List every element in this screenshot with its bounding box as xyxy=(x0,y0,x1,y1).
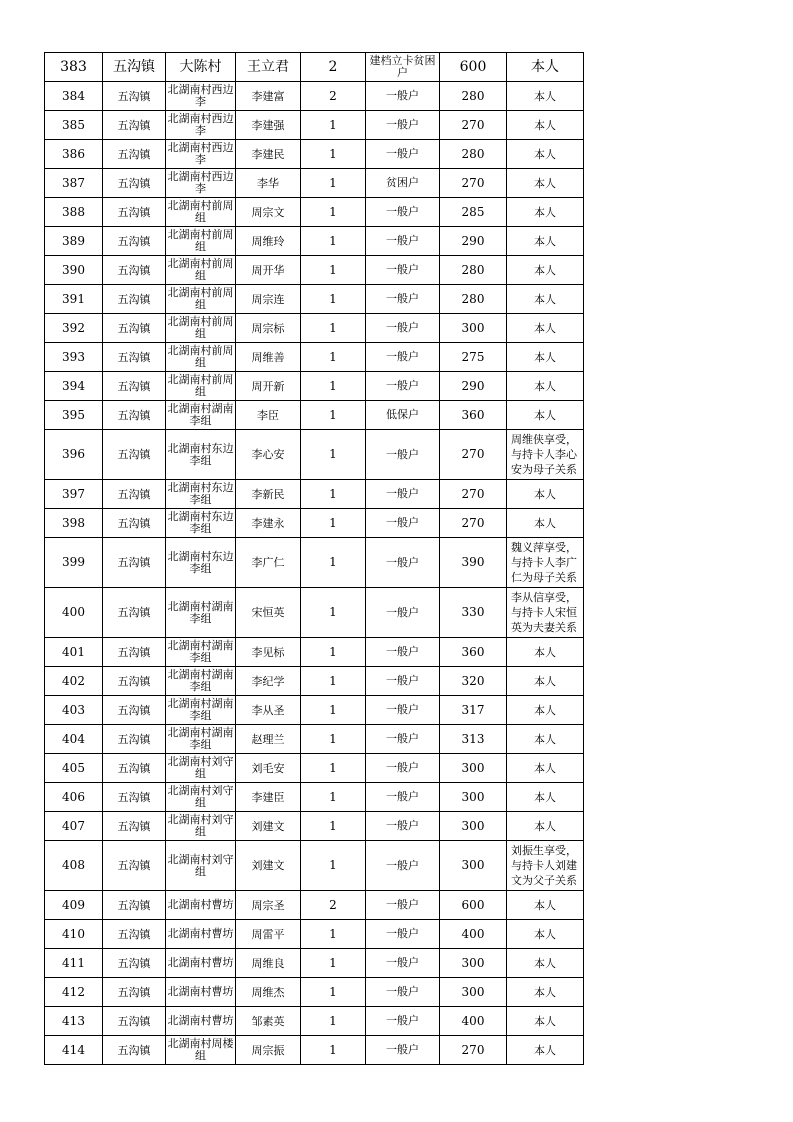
village-cell: 北湖南村前周组 xyxy=(166,314,236,343)
population-cell: 1 xyxy=(301,372,366,401)
amount-cell: 290 xyxy=(440,227,507,256)
amount-cell: 300 xyxy=(440,754,507,783)
population-cell: 1 xyxy=(301,920,366,949)
note-cell: 刘振生享受，与持卡人刘建文为父子关系 xyxy=(507,841,584,891)
note-cell: 本人 xyxy=(507,891,584,920)
household-type-cell: 一般户 xyxy=(366,509,440,538)
population-cell: 1 xyxy=(301,696,366,725)
village-cell: 北湖南村前周组 xyxy=(166,256,236,285)
population-cell: 1 xyxy=(301,430,366,480)
village-cell: 北湖南村东边李组 xyxy=(166,538,236,588)
table-row xyxy=(45,372,584,401)
household-type-cell: 建档立卡贫困户 xyxy=(366,53,440,82)
town-cell: 五沟镇 xyxy=(103,285,166,314)
population-cell: 2 xyxy=(301,891,366,920)
name-cell: 李建永 xyxy=(236,509,301,538)
village-cell: 北湖南村曹坊 xyxy=(166,978,236,1007)
row-number: 414 xyxy=(45,1036,103,1065)
name-cell: 刘毛安 xyxy=(236,754,301,783)
amount-cell: 290 xyxy=(440,372,507,401)
note-cell: 本人 xyxy=(507,696,584,725)
table-row xyxy=(45,891,584,920)
name-cell: 刘建文 xyxy=(236,841,301,891)
village-cell: 北湖南村湖南李组 xyxy=(166,401,236,430)
town-cell: 五沟镇 xyxy=(103,401,166,430)
village-cell: 北湖南村曹坊 xyxy=(166,1007,236,1036)
household-type-cell: 一般户 xyxy=(366,227,440,256)
household-type-cell: 一般户 xyxy=(366,256,440,285)
table-row xyxy=(45,783,584,812)
amount-cell: 400 xyxy=(440,920,507,949)
village-cell: 北湖南村前周组 xyxy=(166,227,236,256)
table-row xyxy=(45,920,584,949)
town-cell: 五沟镇 xyxy=(103,256,166,285)
town-cell: 五沟镇 xyxy=(103,1036,166,1065)
village-cell: 北湖南村刘守组 xyxy=(166,783,236,812)
village-cell: 北湖南村西边李 xyxy=(166,140,236,169)
population-cell: 1 xyxy=(301,1036,366,1065)
amount-cell: 280 xyxy=(440,256,507,285)
household-type-cell: 一般户 xyxy=(366,198,440,227)
amount-cell: 300 xyxy=(440,314,507,343)
household-type-cell: 一般户 xyxy=(366,725,440,754)
note-cell: 本人 xyxy=(507,111,584,140)
amount-cell: 280 xyxy=(440,82,507,111)
name-cell: 宋恒英 xyxy=(236,588,301,638)
household-type-cell: 一般户 xyxy=(366,285,440,314)
town-cell: 五沟镇 xyxy=(103,53,166,82)
population-cell: 1 xyxy=(301,978,366,1007)
village-cell: 北湖南村刘守组 xyxy=(166,754,236,783)
amount-cell: 280 xyxy=(440,285,507,314)
town-cell: 五沟镇 xyxy=(103,920,166,949)
note-cell: 本人 xyxy=(507,754,584,783)
row-number: 405 xyxy=(45,754,103,783)
note-cell: 周维侠享受，与持卡人李心安为母子关系 xyxy=(507,430,584,480)
village-cell: 北湖南村东边李组 xyxy=(166,430,236,480)
village-cell: 北湖南村曹坊 xyxy=(166,920,236,949)
population-cell: 1 xyxy=(301,538,366,588)
population-cell: 1 xyxy=(301,256,366,285)
table-row xyxy=(45,949,584,978)
village-cell: 北湖南村东边李组 xyxy=(166,480,236,509)
subsidy-table xyxy=(44,52,584,1065)
population-cell: 1 xyxy=(301,754,366,783)
name-cell: 周维良 xyxy=(236,949,301,978)
household-type-cell: 一般户 xyxy=(366,638,440,667)
table-row xyxy=(45,111,584,140)
town-cell: 五沟镇 xyxy=(103,111,166,140)
row-number: 385 xyxy=(45,111,103,140)
village-cell: 北湖南村前周组 xyxy=(166,372,236,401)
town-cell: 五沟镇 xyxy=(103,372,166,401)
row-number: 406 xyxy=(45,783,103,812)
amount-cell: 313 xyxy=(440,725,507,754)
town-cell: 五沟镇 xyxy=(103,538,166,588)
village-cell: 北湖南村湖南李组 xyxy=(166,725,236,754)
amount-cell: 285 xyxy=(440,198,507,227)
population-cell: 1 xyxy=(301,401,366,430)
note-cell: 本人 xyxy=(507,314,584,343)
household-type-cell: 一般户 xyxy=(366,696,440,725)
table-row xyxy=(45,588,584,638)
note-cell: 本人 xyxy=(507,53,584,82)
village-cell: 北湖南村湖南李组 xyxy=(166,638,236,667)
amount-cell: 270 xyxy=(440,1036,507,1065)
name-cell: 李新民 xyxy=(236,480,301,509)
row-number: 386 xyxy=(45,140,103,169)
village-cell: 北湖南村西边李 xyxy=(166,111,236,140)
table-row xyxy=(45,140,584,169)
village-cell: 北湖南村曹坊 xyxy=(166,949,236,978)
table-row xyxy=(45,285,584,314)
amount-cell: 270 xyxy=(440,169,507,198)
row-number: 384 xyxy=(45,82,103,111)
note-cell: 魏义萍享受，与持卡人李广仁为母子关系 xyxy=(507,538,584,588)
town-cell: 五沟镇 xyxy=(103,588,166,638)
household-type-cell: 一般户 xyxy=(366,588,440,638)
population-cell: 1 xyxy=(301,1007,366,1036)
table-row xyxy=(45,667,584,696)
household-type-cell: 一般户 xyxy=(366,891,440,920)
name-cell: 周宗圣 xyxy=(236,891,301,920)
village-cell: 北湖南村前周组 xyxy=(166,343,236,372)
row-number: 401 xyxy=(45,638,103,667)
row-number: 396 xyxy=(45,430,103,480)
table-row xyxy=(45,314,584,343)
note-cell: 本人 xyxy=(507,667,584,696)
row-number: 400 xyxy=(45,588,103,638)
amount-cell: 270 xyxy=(440,480,507,509)
row-number: 407 xyxy=(45,812,103,841)
note-cell: 本人 xyxy=(507,1007,584,1036)
amount-cell: 280 xyxy=(440,140,507,169)
table-row xyxy=(45,812,584,841)
row-number: 403 xyxy=(45,696,103,725)
table-row xyxy=(45,638,584,667)
note-cell: 本人 xyxy=(507,285,584,314)
population-cell: 1 xyxy=(301,227,366,256)
row-number: 390 xyxy=(45,256,103,285)
household-type-cell: 一般户 xyxy=(366,812,440,841)
household-type-cell: 一般户 xyxy=(366,140,440,169)
name-cell: 李纪学 xyxy=(236,667,301,696)
village-cell: 北湖南村前周组 xyxy=(166,198,236,227)
name-cell: 李建臣 xyxy=(236,783,301,812)
row-number: 398 xyxy=(45,509,103,538)
village-cell: 北湖南村前周组 xyxy=(166,285,236,314)
row-number: 388 xyxy=(45,198,103,227)
table-row xyxy=(45,169,584,198)
row-number: 402 xyxy=(45,667,103,696)
household-type-cell: 一般户 xyxy=(366,111,440,140)
village-cell: 北湖南村西边李 xyxy=(166,169,236,198)
name-cell: 周宗连 xyxy=(236,285,301,314)
household-type-cell: 一般户 xyxy=(366,1007,440,1036)
town-cell: 五沟镇 xyxy=(103,227,166,256)
household-type-cell: 一般户 xyxy=(366,480,440,509)
amount-cell: 300 xyxy=(440,949,507,978)
town-cell: 五沟镇 xyxy=(103,509,166,538)
town-cell: 五沟镇 xyxy=(103,754,166,783)
note-cell: 本人 xyxy=(507,401,584,430)
note-cell: 本人 xyxy=(507,169,584,198)
name-cell: 周开新 xyxy=(236,372,301,401)
town-cell: 五沟镇 xyxy=(103,430,166,480)
table-row xyxy=(45,754,584,783)
town-cell: 五沟镇 xyxy=(103,343,166,372)
table-row xyxy=(45,696,584,725)
name-cell: 李广仁 xyxy=(236,538,301,588)
population-cell: 1 xyxy=(301,841,366,891)
amount-cell: 317 xyxy=(440,696,507,725)
population-cell: 1 xyxy=(301,140,366,169)
row-number: 409 xyxy=(45,891,103,920)
name-cell: 刘建文 xyxy=(236,812,301,841)
town-cell: 五沟镇 xyxy=(103,891,166,920)
name-cell: 周宗文 xyxy=(236,198,301,227)
household-type-cell: 一般户 xyxy=(366,343,440,372)
population-cell: 1 xyxy=(301,725,366,754)
table-row xyxy=(45,82,584,111)
town-cell: 五沟镇 xyxy=(103,667,166,696)
note-cell: 本人 xyxy=(507,783,584,812)
name-cell: 邹素英 xyxy=(236,1007,301,1036)
town-cell: 五沟镇 xyxy=(103,841,166,891)
household-type-cell: 一般户 xyxy=(366,538,440,588)
household-type-cell: 低保户 xyxy=(366,401,440,430)
table-row xyxy=(45,343,584,372)
amount-cell: 360 xyxy=(440,638,507,667)
amount-cell: 360 xyxy=(440,401,507,430)
name-cell: 李华 xyxy=(236,169,301,198)
village-cell: 大陈村 xyxy=(166,53,236,82)
population-cell: 1 xyxy=(301,314,366,343)
note-cell: 本人 xyxy=(507,198,584,227)
name-cell: 李建民 xyxy=(236,140,301,169)
row-number: 389 xyxy=(45,227,103,256)
note-cell: 本人 xyxy=(507,372,584,401)
amount-cell: 330 xyxy=(440,588,507,638)
table-row xyxy=(45,978,584,1007)
amount-cell: 270 xyxy=(440,430,507,480)
amount-cell: 400 xyxy=(440,1007,507,1036)
name-cell: 周维玲 xyxy=(236,227,301,256)
household-type-cell: 一般户 xyxy=(366,920,440,949)
amount-cell: 300 xyxy=(440,841,507,891)
household-type-cell: 一般户 xyxy=(366,783,440,812)
name-cell: 李臣 xyxy=(236,401,301,430)
town-cell: 五沟镇 xyxy=(103,82,166,111)
amount-cell: 300 xyxy=(440,978,507,1007)
name-cell: 李建富 xyxy=(236,82,301,111)
note-cell: 本人 xyxy=(507,140,584,169)
village-cell: 北湖南村湖南李组 xyxy=(166,667,236,696)
note-cell: 本人 xyxy=(507,82,584,111)
town-cell: 五沟镇 xyxy=(103,978,166,1007)
row-number: 395 xyxy=(45,401,103,430)
population-cell: 1 xyxy=(301,638,366,667)
row-number: 412 xyxy=(45,978,103,1007)
population-cell: 1 xyxy=(301,667,366,696)
table-row xyxy=(45,53,584,82)
row-number: 397 xyxy=(45,480,103,509)
household-type-cell: 一般户 xyxy=(366,82,440,111)
note-cell: 本人 xyxy=(507,256,584,285)
name-cell: 周维善 xyxy=(236,343,301,372)
population-cell: 2 xyxy=(301,82,366,111)
table-row xyxy=(45,538,584,588)
name-cell: 周宗标 xyxy=(236,314,301,343)
household-type-cell: 一般户 xyxy=(366,841,440,891)
household-type-cell: 一般户 xyxy=(366,430,440,480)
population-cell: 1 xyxy=(301,198,366,227)
town-cell: 五沟镇 xyxy=(103,638,166,667)
table-row xyxy=(45,198,584,227)
row-number: 387 xyxy=(45,169,103,198)
note-cell: 本人 xyxy=(507,227,584,256)
table-row xyxy=(45,430,584,480)
table-row xyxy=(45,1007,584,1036)
name-cell: 赵理兰 xyxy=(236,725,301,754)
population-cell: 1 xyxy=(301,480,366,509)
row-number: 408 xyxy=(45,841,103,891)
town-cell: 五沟镇 xyxy=(103,783,166,812)
note-cell: 本人 xyxy=(507,978,584,1007)
town-cell: 五沟镇 xyxy=(103,949,166,978)
name-cell: 周雷平 xyxy=(236,920,301,949)
town-cell: 五沟镇 xyxy=(103,812,166,841)
name-cell: 李心安 xyxy=(236,430,301,480)
note-cell: 本人 xyxy=(507,638,584,667)
village-cell: 北湖南村刘守组 xyxy=(166,812,236,841)
row-number: 391 xyxy=(45,285,103,314)
note-cell: 本人 xyxy=(507,480,584,509)
note-cell: 李从信享受，与持卡人宋恒英为夫妻关系 xyxy=(507,588,584,638)
village-cell: 北湖南村刘守组 xyxy=(166,841,236,891)
population-cell: 1 xyxy=(301,949,366,978)
row-number: 410 xyxy=(45,920,103,949)
town-cell: 五沟镇 xyxy=(103,696,166,725)
name-cell: 李从圣 xyxy=(236,696,301,725)
note-cell: 本人 xyxy=(507,920,584,949)
population-cell: 1 xyxy=(301,812,366,841)
amount-cell: 320 xyxy=(440,667,507,696)
population-cell: 1 xyxy=(301,111,366,140)
row-number: 394 xyxy=(45,372,103,401)
table-row xyxy=(45,256,584,285)
household-type-cell: 一般户 xyxy=(366,754,440,783)
household-type-cell: 一般户 xyxy=(366,314,440,343)
row-number: 392 xyxy=(45,314,103,343)
household-type-cell: 一般户 xyxy=(366,1036,440,1065)
village-cell: 北湖南村西边李 xyxy=(166,82,236,111)
town-cell: 五沟镇 xyxy=(103,140,166,169)
note-cell: 本人 xyxy=(507,725,584,754)
town-cell: 五沟镇 xyxy=(103,198,166,227)
population-cell: 1 xyxy=(301,588,366,638)
name-cell: 周宗振 xyxy=(236,1036,301,1065)
village-cell: 北湖南村周楼组 xyxy=(166,1036,236,1065)
village-cell: 北湖南村曹坊 xyxy=(166,891,236,920)
population-cell: 1 xyxy=(301,169,366,198)
row-number: 399 xyxy=(45,538,103,588)
name-cell: 周开华 xyxy=(236,256,301,285)
population-cell: 1 xyxy=(301,343,366,372)
table-row xyxy=(45,227,584,256)
household-type-cell: 一般户 xyxy=(366,978,440,1007)
table-row xyxy=(45,841,584,891)
name-cell: 李建强 xyxy=(236,111,301,140)
population-cell: 1 xyxy=(301,783,366,812)
population-cell: 1 xyxy=(301,509,366,538)
amount-cell: 300 xyxy=(440,812,507,841)
note-cell: 本人 xyxy=(507,812,584,841)
table-row xyxy=(45,401,584,430)
amount-cell: 300 xyxy=(440,783,507,812)
population-cell: 1 xyxy=(301,285,366,314)
name-cell: 周维杰 xyxy=(236,978,301,1007)
amount-cell: 600 xyxy=(440,891,507,920)
village-cell: 北湖南村东边李组 xyxy=(166,509,236,538)
table-row xyxy=(45,1036,584,1065)
household-type-cell: 一般户 xyxy=(366,372,440,401)
amount-cell: 600 xyxy=(440,53,507,82)
table-row xyxy=(45,725,584,754)
household-type-cell: 一般户 xyxy=(366,949,440,978)
table-body xyxy=(45,53,584,1065)
town-cell: 五沟镇 xyxy=(103,480,166,509)
town-cell: 五沟镇 xyxy=(103,169,166,198)
amount-cell: 270 xyxy=(440,111,507,140)
name-cell: 李见标 xyxy=(236,638,301,667)
row-number: 393 xyxy=(45,343,103,372)
population-cell: 2 xyxy=(301,53,366,82)
row-number: 413 xyxy=(45,1007,103,1036)
amount-cell: 390 xyxy=(440,538,507,588)
row-number: 404 xyxy=(45,725,103,754)
household-type-cell: 贫困户 xyxy=(366,169,440,198)
town-cell: 五沟镇 xyxy=(103,314,166,343)
table-row xyxy=(45,509,584,538)
amount-cell: 275 xyxy=(440,343,507,372)
town-cell: 五沟镇 xyxy=(103,725,166,754)
note-cell: 本人 xyxy=(507,1036,584,1065)
village-cell: 北湖南村湖南李组 xyxy=(166,588,236,638)
household-type-cell: 一般户 xyxy=(366,667,440,696)
note-cell: 本人 xyxy=(507,509,584,538)
table-row xyxy=(45,480,584,509)
note-cell: 本人 xyxy=(507,343,584,372)
note-cell: 本人 xyxy=(507,949,584,978)
town-cell: 五沟镇 xyxy=(103,1007,166,1036)
amount-cell: 270 xyxy=(440,509,507,538)
village-cell: 北湖南村湖南李组 xyxy=(166,696,236,725)
row-number: 383 xyxy=(45,53,103,82)
name-cell: 王立君 xyxy=(236,53,301,82)
row-number: 411 xyxy=(45,949,103,978)
